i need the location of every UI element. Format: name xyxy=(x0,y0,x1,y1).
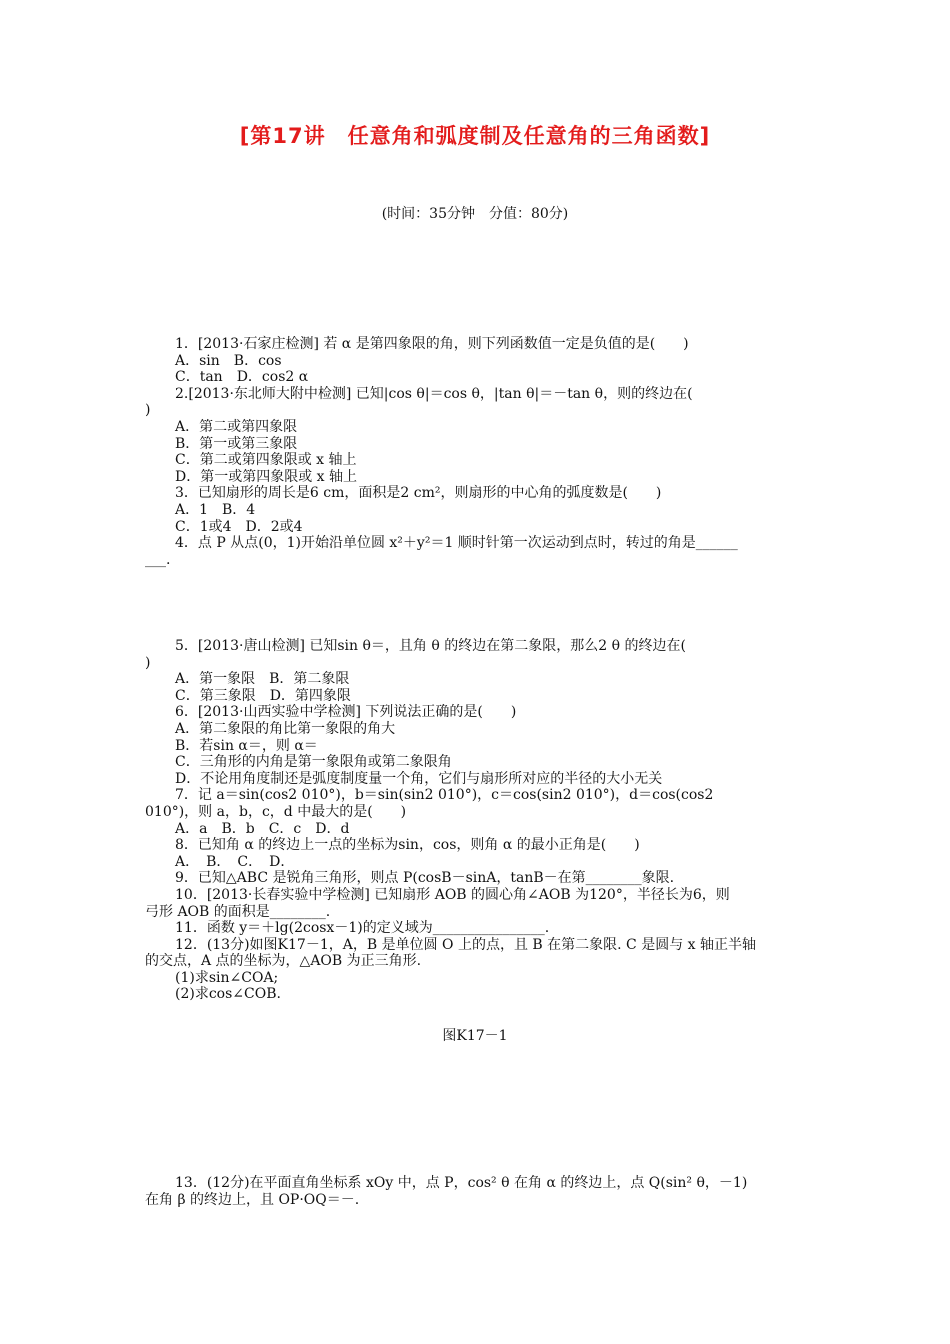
text-line: C．第三象限 D．第四象限 xyxy=(175,687,351,704)
text-line: 1．[2013·石家庄检测] 若 α 是第四象限的角，则下列函数值一定是负值的是( ) xyxy=(175,336,689,352)
text-line: A．第二或第四象限 xyxy=(175,418,298,435)
time-score-info: (时间：35分钟 分值：80分) xyxy=(381,206,569,222)
text-line: A． B． C． D． xyxy=(175,853,295,870)
text-line: A．第二象限的角比第一象限的角大 xyxy=(175,720,396,737)
text-line: C．tan D．cos2 α xyxy=(175,369,309,386)
text-line: (2)求cos∠COB. xyxy=(175,986,281,1003)
text-line: A．a B．b C．c D．d xyxy=(175,820,350,837)
figure-label: 图K17－1 xyxy=(442,1028,508,1044)
question-13 xyxy=(145,1175,810,1208)
text-line: ___. xyxy=(145,551,171,568)
text-line: 13．(12分)在平面直角坐标系 xOy 中，点 P，cos² θ 在角 α 的终边上，点 Q(sin² θ，－1) xyxy=(175,1175,748,1191)
text-line: (1)求sin∠COA; xyxy=(175,969,279,986)
text-line: 7．记 a＝sin(cos2 010°)，b＝sin(sin2 010°)，c＝cos(sin2 010°)，d＝cos(cos2 xyxy=(175,787,714,804)
text-line: C．三角形的内角是第一象限角或第二象限角 xyxy=(175,754,452,771)
text-line: 3．已知扇形的周长是6 cm，面积是2 cm²，则扇形的中心角的弧度数是( ) xyxy=(175,485,662,502)
text-line: C．第二或第四象限或 x 轴上 xyxy=(175,452,357,469)
text-line: C．1或4 D．2或4 xyxy=(175,518,303,535)
text-line: A．第一象限 B．第二象限 xyxy=(175,671,350,688)
text-line: 4．点 P 从点(0，1)开始沿单位圆 x²＋y²＝1 顺时针第一次运动到点时，转过的角是______ xyxy=(175,535,738,552)
text-line: ) xyxy=(145,654,151,671)
text-line: ) xyxy=(145,402,151,419)
text-line: 10．[2013·长春实验中学检测] 已知扇形 AOB 的圆心角∠AOB 为120°，半径长为6，则 xyxy=(175,886,730,903)
text-line: 2.[2013·东北师大附中检测] 已知|cos θ|＝cos θ，|tan θ|＝－tan θ，则的终边在( xyxy=(175,385,693,402)
text-line: 11．函数 y＝＋lg(2cosx－1)的定义域为________________. xyxy=(175,920,550,937)
questions-1-4 xyxy=(145,336,810,568)
text-line: 010°)，则 a，b，c，d 中最大的是( ) xyxy=(145,803,407,820)
text-line: A．sin B．cos xyxy=(175,352,282,369)
text-line: 弓形 AOB 的面积是________. xyxy=(145,903,331,920)
text-line: 8．已知角 α 的终边上一点的坐标为sin，cos，则角 α 的最小正角是( ) xyxy=(175,837,640,854)
text-line: B．若sin α＝，则 α＝ xyxy=(175,737,318,754)
text-line: 5．[2013·唐山检测] 已知sin θ＝，且角 θ 的终边在第二象限，那么2 θ 的终边在( xyxy=(175,638,686,654)
text-line: D．第一或第四象限或 x 轴上 xyxy=(175,468,358,485)
text-line: 6．[2013·山西实验中学检测] 下列说法正确的是( ) xyxy=(175,704,517,721)
page-title: [第17讲 任意角和弧度制及任意角的三角函数] xyxy=(239,124,711,148)
text-line: B．第一或第三象限 xyxy=(175,435,298,452)
text-line: 在角 β 的终边上，且 OP·OQ＝－. xyxy=(145,1191,360,1208)
text-line: 12．(13分)如图K17－1，A，B 是单位圆 O 上的点，且 B 在第二象限. C 是圆与 x 轴正半轴 xyxy=(175,936,757,953)
questions-5-12 xyxy=(145,638,810,1003)
text-line: D．不论用角度制还是弧度制度量一个角，它们与扇形所对应的半径的大小无关 xyxy=(175,770,663,787)
text-line: 的交点，A 点的坐标为，△AOB 为正三角形. xyxy=(145,953,422,970)
text-line: 9．已知△ABC 是锐角三角形，则点 P(cosB－sinA，tanB－在第________象限. xyxy=(175,870,675,887)
text-line: A．1 B．4 xyxy=(175,501,256,518)
